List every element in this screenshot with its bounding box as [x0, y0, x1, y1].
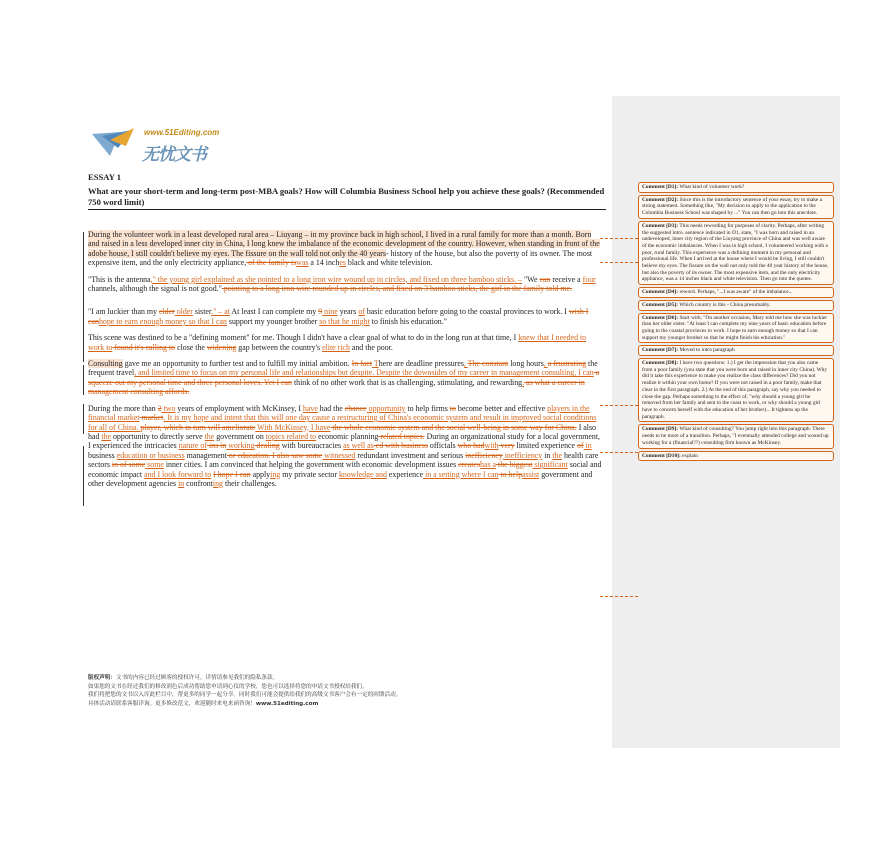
- inserted-text: as well as: [343, 441, 374, 451]
- text-run: - history of the house, but also the poverty of its owner. The most expensive item, and the only electricity appliance,: [88, 248, 593, 268]
- inserted-text: . It is my hope and intent that this will one day cause a restructuring of China's economic system and result in improved social conditions for all of China.: [88, 413, 597, 432]
- comment-balloon[interactable]: [638, 195, 834, 219]
- essay-header: [88, 172, 608, 208]
- text-run: This scene was destined to be a "defining moment" for me. Though I didn't have a clear goal of what to do in the long run at that time, I: [88, 333, 519, 343]
- text-run: receive a: [550, 274, 583, 284]
- deleted-text: The constant: [467, 359, 509, 369]
- inserted-text: the: [552, 450, 562, 460]
- text-run: sister: [192, 307, 212, 317]
- inserted-text: the: [101, 431, 112, 441]
- deleted-text: to help: [498, 469, 523, 479]
- deleted-text: a frustrating: [547, 359, 587, 369]
- text-run: think of no other work that is as challenging, stimulating, and rewarding: [292, 377, 523, 387]
- text-run: During the volunteer work in a least developed rural area – Liuyang – in my province back in high school, I lived in a rural family for more than a month. Born and raised in a less developed inner city in China, I long knew the imbalance of the economic development of the country. However, when standing in front of the adobe house, I still couldn't believe my eyes. The fissure on the wall told not only the 40 years: [88, 230, 600, 258]
- text-run: redundant investment and serious: [355, 450, 466, 460]
- deleted-text: I hope I can: [213, 469, 251, 479]
- footer-line: 我们将把您的文书以入库此栏目中，帮更多的同学一起分享。同时我们可能会提供给我们的高级文书客户会有一定的回馈活动。: [88, 692, 402, 699]
- text-run: "I am luckier than my: [88, 307, 159, 317]
- inserted-text: .: [522, 377, 525, 387]
- deleted-text: or education. I also saw some: [226, 450, 323, 460]
- logo-url[interactable]: www.51Editing.com: [144, 128, 220, 137]
- change-bar: [83, 232, 84, 362]
- comment-text: Moved to intro paragraph: [679, 347, 735, 354]
- comment-balloon[interactable]: [638, 182, 834, 193]
- inserted-text: With McKinsey, I have: [255, 422, 331, 432]
- inserted-text: in: [583, 441, 592, 451]
- inserted-text: hope to earn enough money so that I can: [98, 316, 227, 326]
- text-run: the frequent travel: [88, 359, 598, 378]
- change-bar: [83, 404, 84, 434]
- text-run: black and white television.: [345, 258, 433, 268]
- paragraph-5: [88, 359, 604, 397]
- inserted-text: nine: [322, 307, 338, 317]
- text-run: here are deadline pressures: [378, 359, 464, 369]
- inserted-text: , and limited time to focus on my personal life and relationships but despite. Despite the downsides of my career in management consulting, I can: [134, 368, 594, 378]
- comment-text: What kind of volunteer work?: [679, 184, 745, 190]
- footer-line: [88, 674, 608, 683]
- comment-label: Comment [D4]:: [642, 289, 679, 296]
- text-run: confront: [184, 478, 213, 488]
- inserted-text: ing: [212, 478, 224, 488]
- inserted-text: significant: [532, 460, 568, 470]
- text-run: economic planning: [316, 431, 379, 441]
- comment-label: Comment [D3]:: [642, 222, 679, 229]
- inserted-text: older: [174, 307, 193, 317]
- text-run: long hours: [508, 359, 544, 369]
- inserted-text: ,: [463, 359, 468, 369]
- comment-text: Since this is the introductory sentence of your essay, try to make a strong statement. Something like, "My decision to apply to the application to the Columbia Business School was shaped by ..." You can then go into this anecdote.: [642, 196, 823, 217]
- inserted-text: in a setting where I can: [423, 469, 499, 479]
- text-run: to finish his education.": [369, 316, 447, 326]
- essay-body: [88, 230, 604, 495]
- footer-text: 文书的内容已经过顾客的授权许可。详情请参见我们的隐私条款。: [115, 675, 279, 681]
- comment-balloon[interactable]: [638, 345, 834, 356]
- deleted-text: 2: [157, 403, 162, 413]
- text-run: years: [337, 307, 359, 317]
- comments-list: [638, 182, 834, 463]
- paragraph-3: [88, 307, 604, 326]
- deleted-text: market: [139, 413, 164, 423]
- text-run: officials: [427, 441, 458, 451]
- comment-text: reword. Perhaps, "...I was aware" of the imbalance...: [679, 289, 793, 296]
- inserted-text: nature of: [178, 441, 207, 451]
- deleted-text: to: [449, 403, 456, 413]
- text-run: experience: [386, 469, 424, 479]
- paragraph-4: [88, 333, 604, 352]
- text-run: "We: [521, 274, 540, 284]
- deleted-text: in of some: [111, 460, 146, 470]
- comment-text: Start with, "On another occasion, Mary told me how she was luckier than her older sister. "At least I can complete my nine years of basic education before going to the coastal provinces to work. I hope to earn enough money so that I can support my younger brother so that he might finish his education.": [642, 314, 828, 341]
- text-run: in: [542, 450, 553, 460]
- inserted-text: knowledge and: [338, 469, 387, 479]
- comment-label: Comment [D7]:: [642, 347, 679, 354]
- deleted-text: can: [539, 274, 551, 284]
- text-run: and the poor.: [349, 342, 393, 352]
- comment-leader-line: [600, 262, 638, 263]
- logo-name: 无忧文书: [142, 145, 206, 165]
- comment-leader-line: [600, 452, 638, 453]
- deleted-text: the whole economic system and the social well-being in some way for China.: [330, 422, 577, 432]
- footer-text: 具体活动请联系客服详询。更多修改范文，欢迎随时来电来函咨询！: [88, 700, 256, 707]
- comment-label: Comment [D9]:: [642, 426, 679, 433]
- inserted-text: ,: [543, 359, 548, 369]
- change-bar: [83, 365, 84, 395]
- deleted-text: the biggest: [496, 460, 533, 470]
- footer-label: 版权声明：: [88, 675, 116, 681]
- text-run: inner cities. I am convinced that helping the government with economic development issues: [163, 460, 459, 470]
- header-divider: [88, 209, 606, 210]
- comment-text: Which country is this - China presumably.: [679, 301, 771, 308]
- text-run: become better and effective: [455, 403, 548, 413]
- comment-leader-line: [600, 596, 638, 597]
- text-run: During the more than: [88, 403, 158, 413]
- deleted-text: related topics.: [378, 431, 425, 441]
- text-run: their challenges.: [223, 478, 277, 488]
- inserted-text: with: [484, 441, 499, 451]
- text-run: close the: [175, 342, 207, 352]
- inserted-text: knew that I needed to work to: [88, 333, 587, 352]
- inserted-text: have: [302, 403, 318, 413]
- inserted-text: the: [204, 431, 215, 441]
- comment-text: What kind of consulting? You jump right into this paragraph. There needs to be more of a transition. Perhaps, "I eventually attended college and wound up working for a (financial??) consulting firm known as McKinsey.: [642, 426, 829, 446]
- text-run: business: [88, 450, 117, 460]
- deleted-text: who had: [457, 441, 485, 451]
- deleted-text: a squeeze out my personal time and three personal loves. Yet I can: [88, 368, 600, 387]
- inserted-text: T: [372, 359, 379, 369]
- inserted-text: has a: [480, 460, 497, 470]
- inserted-text: four: [582, 274, 596, 284]
- inserted-text: inefficiency: [502, 450, 543, 460]
- text-run: social and economic impact: [88, 460, 602, 479]
- text-run: apply: [250, 469, 271, 479]
- essay-title: ESSAY 1: [88, 172, 122, 182]
- text-run: government and other development agencies: [88, 469, 593, 488]
- inserted-text: assist: [522, 469, 540, 479]
- comment-balloon[interactable]: [638, 313, 834, 344]
- change-bar: [83, 446, 84, 506]
- text-run: basic education before going to the coastal provinces to work. I: [364, 307, 569, 317]
- text-run: gave me an opportunity to further test and to fulfill my initial ambition.: [122, 359, 352, 369]
- inserted-text: topics related to: [265, 431, 317, 441]
- deleted-text: ed with business: [373, 441, 428, 451]
- deleted-text: elder: [158, 307, 175, 317]
- inserted-text: was: [296, 258, 309, 268]
- text-run: management: [184, 450, 227, 460]
- inserted-text: two: [161, 403, 176, 413]
- deleted-text: pointing to a long iron wire rounded up in circles, and fixed on 3 bamboo sticks, the girl in the family told me.: [221, 284, 573, 294]
- essay-question: What are your short-term and long-term post-MBA goals? How will Columbia Business School help you achieve these goals? (Recommended 750 word limit): [88, 186, 605, 207]
- deleted-text: widening: [206, 342, 237, 352]
- copyright-footer: [88, 674, 608, 708]
- deleted-text: as what a career in management consulting affords.: [88, 377, 585, 397]
- inserted-text: players in the financial market: [88, 403, 590, 423]
- inserted-text: es: [339, 258, 346, 268]
- text-run: limited experience: [514, 441, 578, 451]
- comment-balloon[interactable]: [638, 300, 834, 311]
- text-run: gap between the country's: [236, 342, 323, 352]
- comment-text: This needs rewording for purposes of clarity. Perhaps, after writing the suggested intro. sentence indicated in D1, state, "I was born and raised in an undeveloped, inner city region of the Liuyang province of China and was well aware of the economic imbalances. When I was in high school, I volunteered working with a poor, rural family. This experience was a defining moment in my personal and professional life. When I arrived at the house where I would be living, I still couldn't believe my eyes. The fissure on the wall not only told the 40 year history of the house, but also the poverty of its owner. The most expensive item, and the only electricity appliance, was a 14 inches black and white television. Then go into the quotes.: [642, 222, 829, 283]
- comment-balloon[interactable]: [638, 424, 834, 448]
- deleted-text: very: [498, 441, 515, 451]
- comment-label: Comment [D2]:: [642, 196, 679, 203]
- text-run: opportunity to directly serve: [111, 431, 205, 441]
- deleted-text: In fact: [351, 359, 373, 369]
- footer-line: [88, 700, 608, 709]
- comment-label: Comment [D1]:: [642, 184, 679, 190]
- comment-balloon[interactable]: [638, 358, 834, 422]
- inserted-text: of: [358, 307, 365, 317]
- text-run: Consulting: [88, 359, 123, 369]
- text-run: support my younger brother: [226, 316, 320, 326]
- text-run: had the: [317, 403, 345, 413]
- deleted-text: player, which in turn will ameliorate: [140, 422, 256, 432]
- deleted-text: inefficiency: [465, 450, 503, 460]
- text-run: channels, although the signal is not good.": [88, 284, 222, 294]
- comment-balloon[interactable]: [638, 451, 834, 462]
- text-run: my private sector: [280, 469, 339, 479]
- inserted-text: education or business: [116, 450, 185, 460]
- comment-text: I have two questions: 1.) I get the impression that you also came from a poor family (you state that you were born and raised in inner city China). Why did it take this experience to make you realize the class differences? Did you not realize it within your own home? If you were not raised in a poor family, make that clear in the first paragraph. 2.) At the end of this paragraph, say why you needed to close the gap. Perhaps something to the effect of, "why should a young girl be removed from her family and sent to the coast to work, or why should a young girl have to concern herself with the education of her brother)... It tightens up the paragraph.: [642, 360, 828, 420]
- deleted-text: found it's calling to: [112, 342, 176, 352]
- inserted-text: working: [226, 441, 255, 451]
- comment-balloon[interactable]: [638, 221, 834, 285]
- comment-leader-line: [600, 238, 638, 239]
- text-run: health care sectors: [88, 450, 599, 470]
- comment-label: Comment [D5]:: [642, 301, 679, 308]
- inserted-text: ing: [270, 469, 281, 479]
- inserted-text: opportunity: [366, 403, 406, 413]
- text-run: years of employment with McKinsey, I: [175, 403, 303, 413]
- comment-text: explain: [682, 452, 699, 459]
- comment-balloon[interactable]: [638, 287, 834, 298]
- paragraph-1: [88, 230, 604, 268]
- text-run: "This is the antenna: [88, 274, 151, 284]
- text-run: a 14 inch: [308, 258, 340, 268]
- inserted-text: elite rich: [322, 342, 350, 352]
- text-run: with bureaucracies: [279, 441, 344, 451]
- inserted-text: and I look forward to: [144, 469, 212, 479]
- deleted-text: of: [577, 441, 584, 451]
- deleted-text: 9: [318, 307, 323, 317]
- deleted-text: chance: [344, 403, 367, 413]
- deleted-text: creates: [458, 460, 481, 470]
- text-run: government on: [214, 431, 266, 441]
- inserted-text: so that he might: [319, 316, 370, 326]
- deleted-text: wish I can: [88, 307, 589, 326]
- comment-label: Comment [D8]:: [642, 360, 679, 367]
- inserted-text: ." – at: [211, 307, 230, 317]
- footer-line: 如果您的文书在经过我们的修改润色后成功帮助您申请到心仪的学校，您也可以选择将您的申请文书授权给我们，: [88, 683, 368, 690]
- text-run: During an organizational study for a local government, I experienced the intricacies: [88, 431, 600, 451]
- paragraph-2: [88, 275, 604, 294]
- comment-label: Comment [D6]:: [642, 314, 679, 321]
- inserted-text: in: [178, 478, 185, 488]
- inserted-text: ," the young girl explained as she pointed to a long iron wire wound up in circles, and fixed on three bamboo sticks. –: [150, 274, 522, 284]
- text-run: to help firms: [405, 403, 450, 413]
- text-run: At least I can complete my: [229, 307, 319, 317]
- deleted-text: dealing: [254, 441, 280, 451]
- text-run: I also had: [88, 422, 597, 441]
- deleted-text: of the family is: [246, 258, 297, 268]
- comment-label: Comment [D10]:: [642, 452, 681, 459]
- paragraph-6: [88, 404, 604, 489]
- footer-site-link[interactable]: www.51editing.com: [255, 700, 319, 707]
- comment-leader-line: [600, 405, 638, 406]
- deleted-text: ins in: [206, 441, 227, 451]
- inserted-text: witnessed: [322, 450, 356, 460]
- inserted-text: some: [145, 460, 164, 470]
